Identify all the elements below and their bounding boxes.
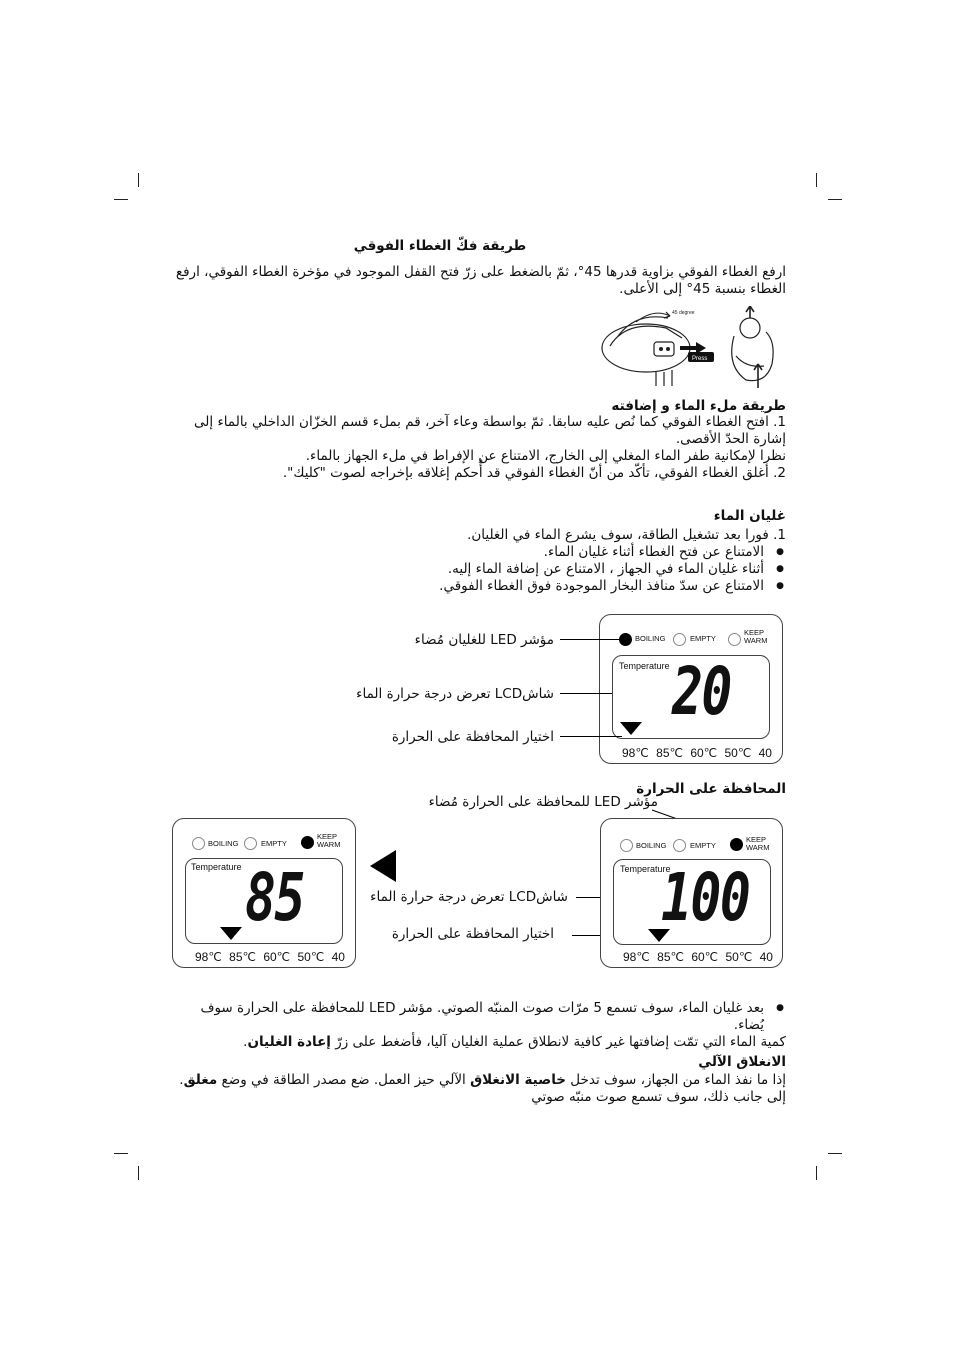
boil-bullet: ● الامتناع عن سدّ منافذ البخار الموجودة فوق الغطاء الفوقي. <box>166 578 786 595</box>
keep-warm-display-panel-85 <box>172 818 356 968</box>
crop-mark <box>816 173 817 187</box>
crop-mark <box>828 1153 842 1154</box>
angle-label: 45 degree <box>672 310 695 316</box>
boiling-indicator-label: BOILING <box>636 841 667 850</box>
crop-mark <box>114 199 128 200</box>
left-arrow-icon <box>368 848 398 884</box>
keep-warm-display-panel-100 <box>600 818 783 968</box>
lid-section-text: ارفع الغطاء الفوقي بزاوية قدرها 45°، ثمّ بالضغط على زرّ فتح القفل الموجود في مؤخرة الغطاء الفوقي، ارفع الغطاء بنسبة 45° إلى الأعلى. <box>175 264 786 297</box>
lid-opening-illustration <box>596 306 786 388</box>
lcd-callout: شاشLCD تعرض درجة حرارة الماء <box>356 686 554 702</box>
keep-warm-select-callout: اختيار المحافظة على الحرارة <box>391 729 554 745</box>
boil-bullet: ● أثناء غليان الماء في الجهاز ، الامتناع عن إضافة الماء إليه. <box>166 561 786 578</box>
boil-section-text <box>166 527 786 595</box>
empty-led-icon <box>673 839 686 852</box>
empty-indicator-label: EMPTY <box>690 841 716 850</box>
after-boil-text <box>166 1000 786 1051</box>
lcd-callout: شاشLCD تعرض درجة حرارة الماء <box>370 889 568 905</box>
crop-mark <box>114 1153 128 1154</box>
crop-mark <box>816 1166 817 1180</box>
keep-warm-led-icon <box>301 836 314 849</box>
callout-line <box>560 693 612 694</box>
empty-led-icon <box>244 837 257 850</box>
press-label: Press <box>692 356 708 362</box>
keep-warm-temperature-options: 98℃ 85℃ 60℃ 50℃ 40 <box>623 950 773 964</box>
fill-section-text <box>166 414 786 482</box>
empty-indicator-label: EMPTY <box>690 634 716 643</box>
temperature-reading: 85 <box>245 859 304 936</box>
boiling-indicator-label: BOILING <box>208 839 239 848</box>
fill-warning: نظرا لإمكانية طفر الماء المغلي إلى الخارج، الامتناع عن الإفراط في ملء الجهاز بالماء. <box>305 448 786 464</box>
temperature-label: Temperature <box>620 864 671 874</box>
temperature-label: Temperature <box>619 661 670 671</box>
keep-warm-temperature-options: 98℃ 85℃ 60℃ 50℃ 40 <box>195 950 345 964</box>
keep-warm-indicator-label: KEEP WARM <box>746 835 770 852</box>
temperature-reading: 20 <box>672 653 731 730</box>
reboil-button-name: إعادة الغليان <box>247 1034 331 1050</box>
boiling-display-panel <box>599 614 783 764</box>
keep-warm-led-icon <box>728 633 741 646</box>
keep-warm-led-callout: مؤشر LED للمحافظة على الحرارة مُضاء <box>428 794 658 810</box>
keep-warm-selector-arrow <box>620 722 642 735</box>
boil-step-1: 1. فورا بعد تشغيل الطاقة، سوف يشرع الماء في الغليان. <box>467 527 786 543</box>
empty-indicator-label: EMPTY <box>261 839 287 848</box>
fill-step-2: 2. أغلق الغطاء الفوقي، تأكّد من أنّ الغطاء الفوقي قد أُحكم إغلاقه بإخراجه لصوت "كليك". <box>282 465 786 481</box>
fill-step-1: 1. افتح الغطاء الفوقي كما نُص عليه سابقا. ثمّ بواسطة وعاء آخر، قم بملء قسم الخزّان الداخلي بالماء إلى إشارة الحدّ الأقصى. <box>194 414 786 447</box>
crop-mark <box>138 173 139 187</box>
empty-led-icon <box>673 633 686 646</box>
boiling-led-callout: مؤشر LED للغليان مُضاء <box>414 632 554 648</box>
keep-warm-indicator-label: KEEP WARM <box>317 832 341 849</box>
keep-warm-selector-arrow <box>220 927 242 940</box>
after-boil-bullet: ● بعد غليان الماء، سوف تسمع 5 مرّات صوت المنبّه الصوتي. مؤشر LED للمحافظة على الحرارة سوف يُضاء. <box>166 1000 786 1034</box>
boiling-led-icon <box>192 837 205 850</box>
keep-warm-select-callout: اختيار المحافظة على الحرارة <box>391 926 554 942</box>
lid-section-title: طريقة فكّ الغطاء الفوقي <box>353 238 527 254</box>
keep-warm-temperature-options: 98℃ 85℃ 60℃ 50℃ 40 <box>622 746 772 760</box>
callout-line <box>560 639 620 640</box>
boil-section-title: غليان الماء <box>713 508 786 524</box>
temperature-reading: 100 <box>661 859 750 936</box>
fill-section-title: طريقة ملء الماء و إضافته <box>611 398 786 414</box>
keep-warm-selector-arrow <box>648 929 670 942</box>
shutoff-section-text: إذا ما نفذ الماء من الجهاز، سوف تدخل خاصية الانغلاق الآلي حيز العمل. ضع مصدر الطاقة في وضع مغلق. إلى جانب ذلك، سوف تسمع صوت منبّه صوتي <box>179 1072 786 1105</box>
keep-warm-led-icon <box>730 838 743 851</box>
boil-bullet: ● الامتناع عن فتح الغطاء أثناء غليان الماء. <box>166 544 786 561</box>
callout-line <box>560 736 622 737</box>
temperature-label: Temperature <box>191 862 242 872</box>
shutoff-section-title: الانغلاق الآلي <box>698 1054 786 1070</box>
boiling-indicator-label: BOILING <box>635 634 666 643</box>
crop-mark <box>828 199 842 200</box>
boiling-led-icon <box>620 839 633 852</box>
reboil-instruction: كمية الماء التي تمّت إضافتها غير كافية لانطلاق عملية الغليان آليا، فأضغط على زرّ إعادة الغليان. <box>243 1034 786 1050</box>
boiling-led-icon <box>619 633 632 646</box>
crop-mark <box>138 1166 139 1180</box>
keep-warm-indicator-label: KEEP WARM <box>744 628 768 645</box>
keep-warm-section-title: المحافظة على الحرارة <box>636 781 786 797</box>
